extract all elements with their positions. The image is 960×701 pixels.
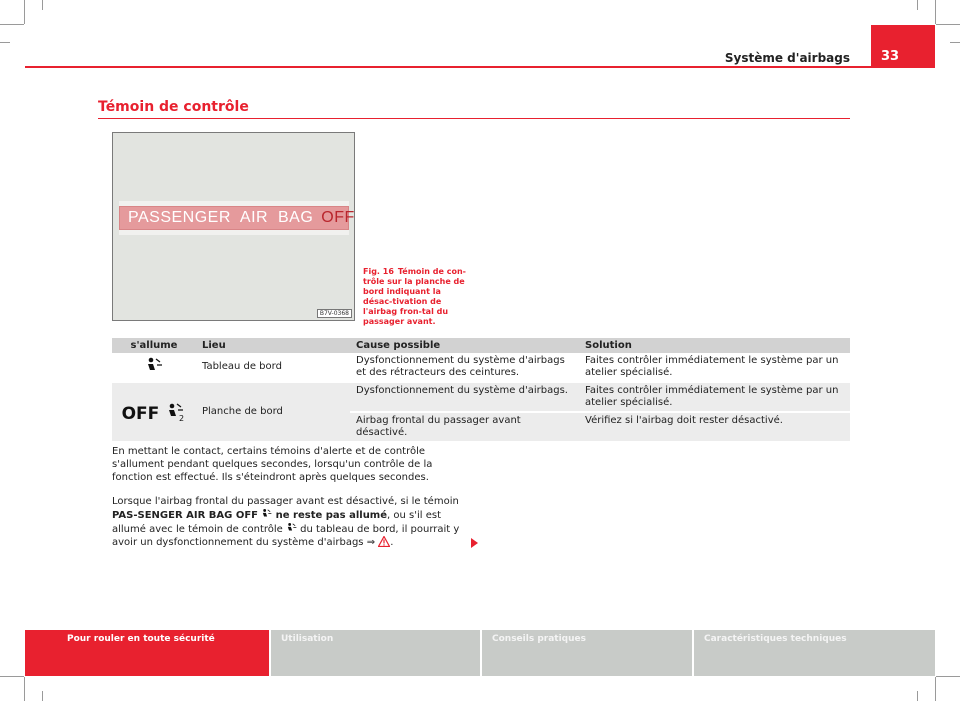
- table-header: Cause possible: [350, 338, 579, 353]
- continue-arrow-icon: [471, 538, 478, 548]
- footer-tab-specs[interactable]: Caractéristiques techniques: [694, 630, 935, 676]
- table-cell: [112, 382, 196, 441]
- emphasis-text: ne reste pas allumé: [272, 510, 388, 521]
- crop-mark: [0, 42, 10, 43]
- crop-mark: [936, 24, 960, 25]
- table-cell: Vérifiez si l'airbag doit rester désactivé.: [579, 412, 850, 441]
- table-header: Solution: [579, 338, 850, 353]
- table-cell: Dysfonctionnement du système d'airbags.: [350, 382, 579, 412]
- telltale-label: PASSENGER AIR BAG: [128, 209, 314, 226]
- passenger-airbag-off-icon: [166, 402, 186, 422]
- section-rule: [98, 118, 850, 119]
- text-run: du tableau de bord, il pourrait y avoir un dysfonctionnement du système d'airbags ⇒: [112, 524, 460, 548]
- passenger-airbag-telltale: [119, 206, 355, 230]
- crop-mark: [0, 676, 24, 677]
- figure-caption-text: Témoin de con-trôle sur la planche de bord indiquant la désac-tivation de l'airbag fron-tal du passager avant.: [363, 267, 466, 326]
- crop-mark: [24, 677, 25, 701]
- crop-mark: [42, 691, 43, 701]
- body-paragraph: [112, 495, 467, 549]
- table-cell: Tableau de bord: [196, 353, 350, 382]
- text-run: , ou s'il est allumé avec le témoin de contrôle: [112, 510, 441, 535]
- table-cell: Faites contrôler immédiatement le système par un atelier spécialisé.: [579, 353, 850, 382]
- crop-mark: [935, 677, 936, 701]
- crop-mark: [917, 691, 918, 701]
- airbag-warning-icon: [286, 522, 297, 533]
- header-rule: [25, 66, 935, 68]
- page-number: 33: [871, 25, 935, 68]
- text-run: .: [390, 537, 394, 548]
- body-paragraph: En mettant le contact, certains témoins d'alerte et de contrôle s'allument pendant quelques secondes, lorsqu'un contrôle de la fonction est effectué. Ils s'éteindront après quelques secondes.: [112, 446, 433, 483]
- off-label: OFF: [121, 403, 160, 424]
- figure-image: [112, 132, 355, 321]
- telltale-name: PAS-SENGER AIR BAG OFF: [112, 510, 258, 521]
- passenger-airbag-icon: [261, 508, 272, 519]
- figure-caption: [363, 267, 468, 327]
- telltale-off: OFF: [321, 209, 355, 226]
- table-cell: Airbag frontal du passager avant désactivé.: [350, 412, 579, 441]
- footer-tab-tips[interactable]: Conseils pratiques: [482, 630, 692, 676]
- table-row: [112, 382, 850, 412]
- figure-code: B7V-0368: [317, 309, 352, 318]
- figure-number: Fig. 16: [363, 267, 394, 276]
- table-cell: Planche de bord: [196, 382, 350, 441]
- warning-triangle-icon[interactable]: [378, 536, 390, 547]
- table-cell: Faites contrôler immédiatement le système par un atelier spécialisé.: [579, 382, 850, 412]
- table-cell: Dysfonctionnement du système d'airbags et des rétracteurs des ceintures.: [350, 353, 579, 382]
- chapter-title: Système d'airbags: [724, 51, 850, 65]
- table-cell: [112, 353, 196, 382]
- crop-mark: [42, 0, 43, 10]
- text-run: Lorsque l'airbag frontal du passager avant est désactivé, si le témoin: [112, 496, 459, 507]
- crop-mark: [0, 24, 24, 25]
- table-row: [112, 353, 850, 382]
- table-header: s'allume: [112, 338, 196, 353]
- footer-tab-safety[interactable]: Pour rouler en toute sécurité: [25, 630, 269, 676]
- crop-mark: [24, 0, 25, 24]
- airbag-warning-icon: [145, 356, 163, 374]
- crop-mark: [917, 0, 918, 10]
- crop-mark: [950, 42, 960, 43]
- table-header-row: [112, 338, 850, 353]
- section-title: Témoin de contrôle: [98, 99, 249, 115]
- warning-lights-table: [112, 338, 850, 441]
- svg-text:2: 2: [179, 413, 185, 422]
- crop-mark: [935, 0, 936, 24]
- table-header: Lieu: [196, 338, 350, 353]
- footer-tab-usage[interactable]: Utilisation: [271, 630, 480, 676]
- crop-mark: [936, 676, 960, 677]
